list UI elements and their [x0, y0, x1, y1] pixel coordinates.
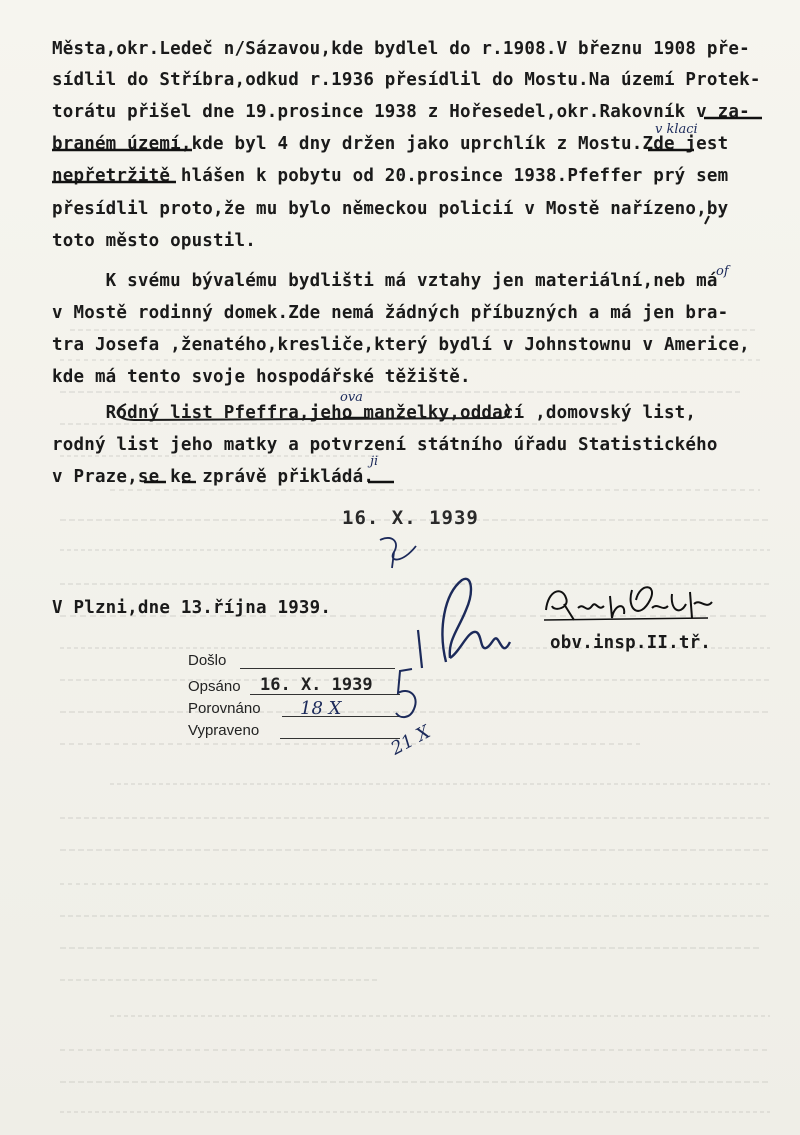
body-line-2: sídlil do Stříbra,odkud r.1936 přesídlil do Mostu.Na území Protek- [52, 70, 761, 90]
body-line-8: K svému bývalému bydlišti má vztahy jen materiální,neb má [52, 271, 718, 291]
body-line-14: v Praze,se ke zprávě přikládá. [52, 467, 375, 487]
stamp-value-porovnano: 18 X [300, 698, 342, 719]
body-line-10: tra Josefa ,ženatého,kresliče,který bydlí v Johnstownu v Americe, [52, 335, 750, 355]
strikethrough-marks [0, 0, 800, 500]
stamp-line-doslo [240, 668, 395, 669]
handwritten-vklaci: v klaci [655, 122, 698, 137]
body-line-9: v Mostě rodinný domek.Zde nemá žádných příbuzných a má jen bra- [52, 303, 729, 323]
body-line-1: Města,okr.Ledeč n/Sázavou,kde bydlel do r.1908.V březnu 1908 pře- [52, 39, 750, 59]
stamp-value-opsano: 16. X. 1939 [260, 675, 373, 695]
body-line-11: kde má tento svoje hospodářské těžiště. [52, 367, 471, 387]
body-line-7: toto město opustil. [52, 231, 256, 251]
handwritten-mark [390, 665, 430, 735]
stamp-label-vypraveno: Vypraveno [188, 722, 260, 739]
stamp-line-vypraveno [280, 738, 400, 739]
body-line-4: braném území,kde byl 4 dny držen jako uprchlík z Mostu.Zde jest [52, 134, 729, 154]
initials-mark [372, 532, 432, 572]
place-date: V Plzni,dne 13.října 1939. [52, 598, 332, 618]
body-line-6: přesídlil proto,že mu bylo německou policií v Mostě nařízeno,by [52, 199, 729, 219]
stamp-label-doslo: Došlo [188, 652, 227, 669]
body-line-3: torátu přišel dne 19.prosince 1938 z Hořesedel,okr.Rakovník v za- [52, 102, 750, 122]
stamp-label-opsano: Opsáno [188, 678, 241, 695]
received-date-stamp: 16. X. 1939 [342, 507, 479, 529]
body-line-12: Rodný list Pfeffra,jeho manželky,oddací ,domovský list, [52, 403, 697, 423]
body-line-13: rodný list jeho matky a potvrzení státního úřadu Statistického [52, 435, 718, 455]
handwritten-ji: ji [370, 454, 379, 469]
handwritten-of: of [716, 264, 729, 279]
stamp-value-vypraveno: 21 X [387, 721, 434, 760]
stamp-label-porovnano: Porovnáno [188, 700, 261, 717]
body-line-5: nepřetržitě hlášen k pobytu od 20.prosince 1938.Pfeffer prý sem [52, 166, 729, 186]
signature [540, 580, 720, 630]
handwritten-ova: ova [340, 390, 363, 405]
signer-title: obv.insp.II.tř. [550, 633, 712, 653]
